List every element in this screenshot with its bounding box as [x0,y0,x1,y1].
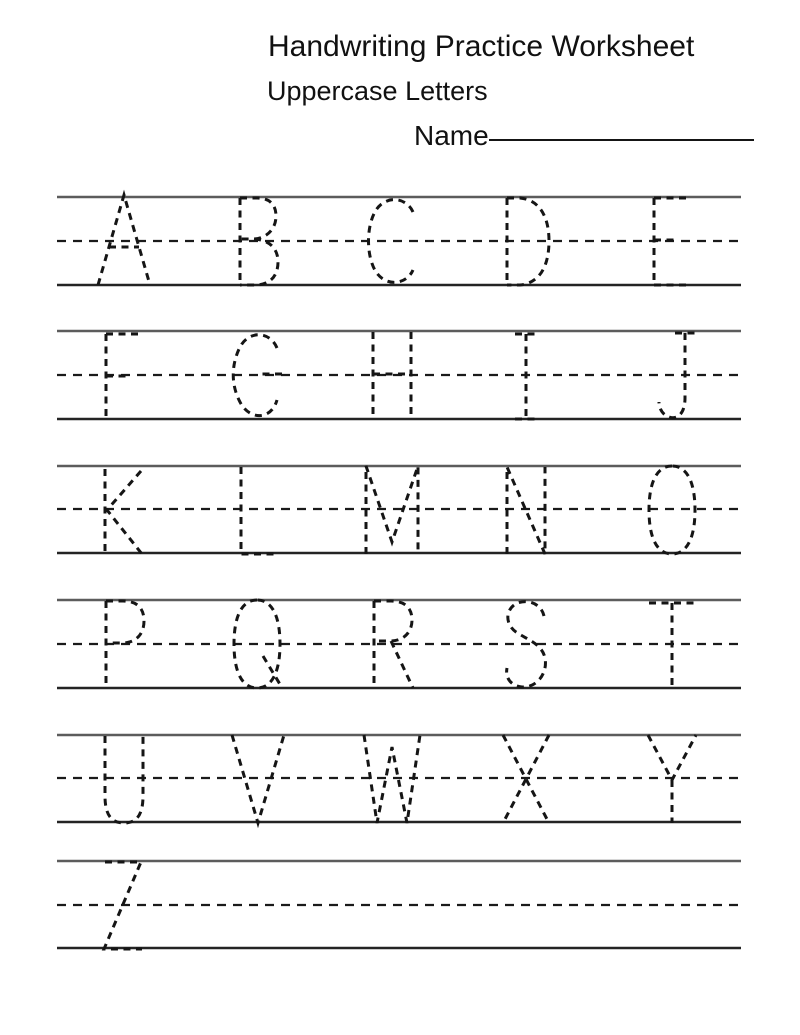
trace-letter-T [649,603,695,688]
practice-row-5 [57,735,745,823]
trace-letter-U [105,736,143,823]
trace-letter-N [507,467,545,554]
page-title: Handwriting Practice Worksheet [268,30,695,63]
practice-row-2 [57,331,745,419]
name-label: Name [414,120,489,151]
trace-letter-C [369,200,414,283]
page-subtitle: Uppercase Letters [267,76,488,106]
practice-row-1 [57,195,745,285]
trace-letter-F [106,334,143,419]
trace-letter-H [373,332,411,419]
trace-letter-K [105,469,142,554]
trace-letter-I [515,334,537,419]
practice-row-6 [57,861,745,949]
practice-row-4 [57,600,745,688]
practice-row-3 [57,466,745,554]
trace-letter-L [241,467,276,554]
